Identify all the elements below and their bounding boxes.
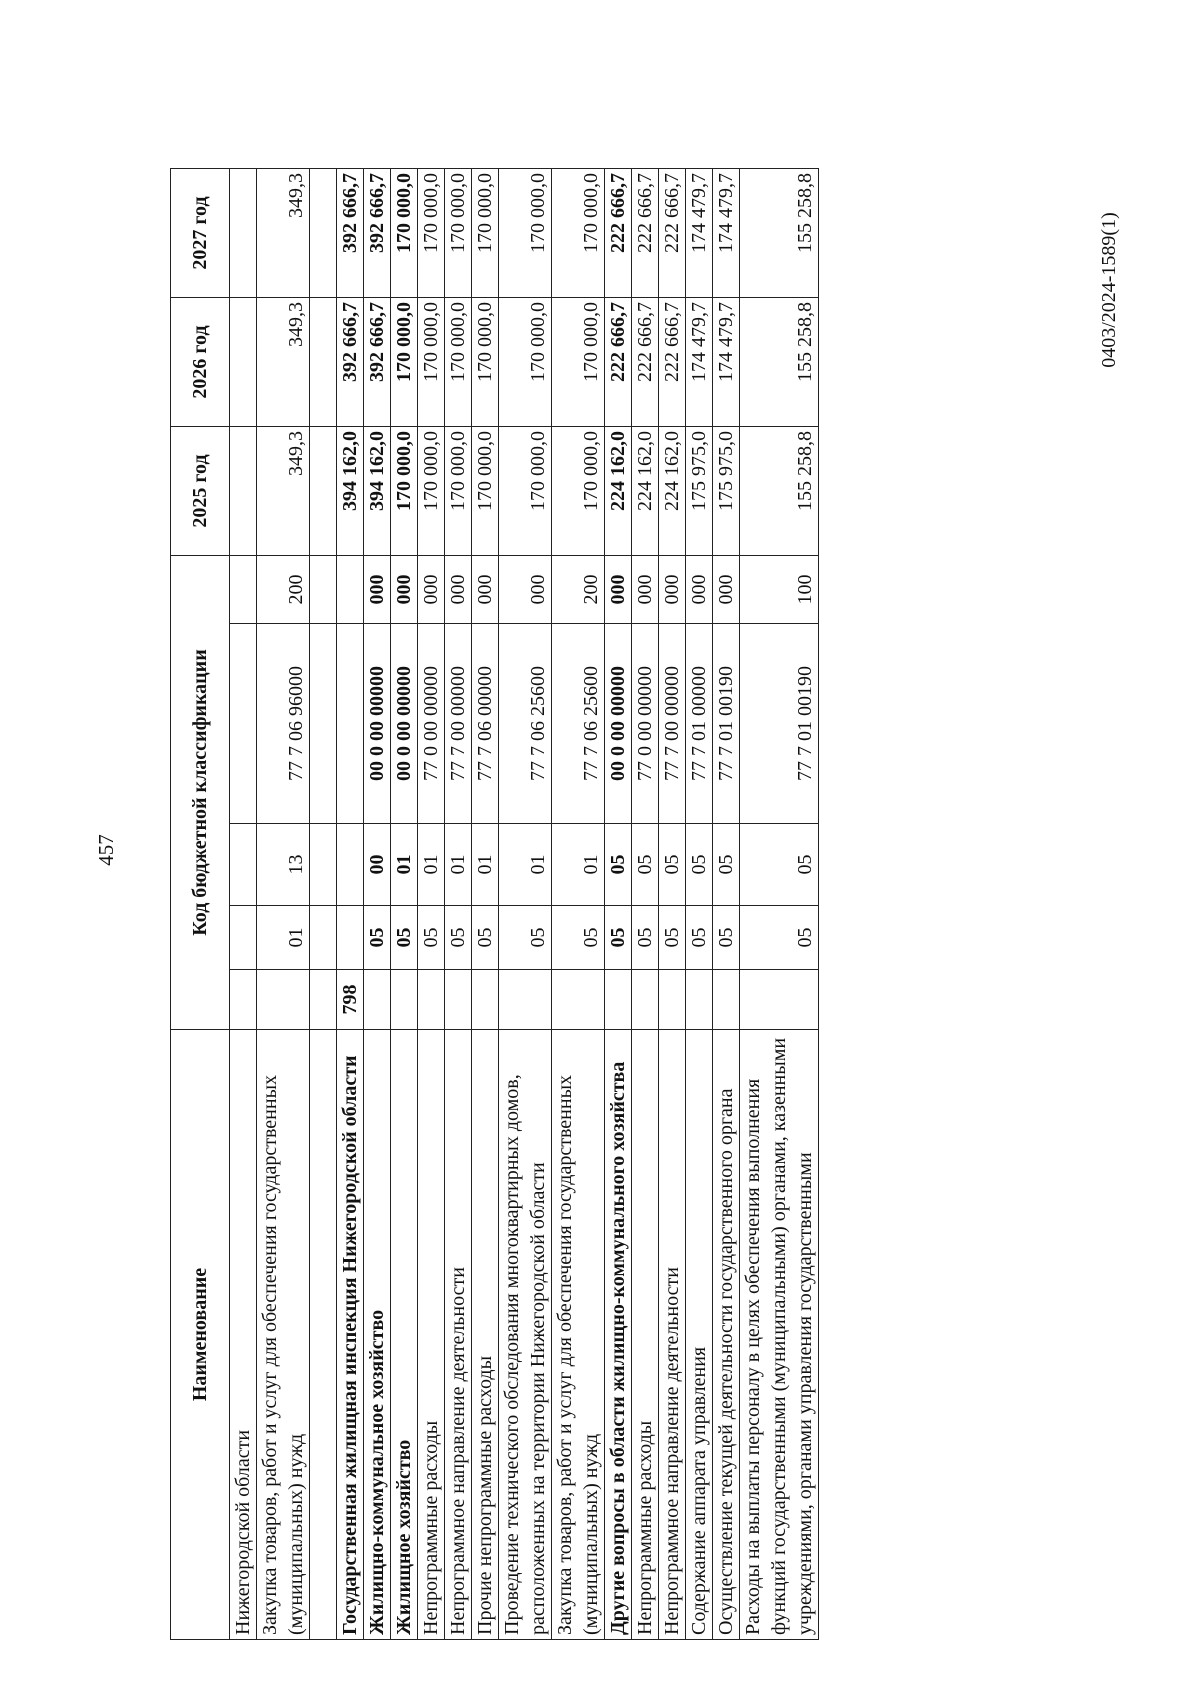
cell-2026: 170 000,0 <box>418 298 445 427</box>
cell-2027 <box>310 169 337 298</box>
cell-code-target-article <box>230 624 257 824</box>
cell-2027: 170 000,0 <box>472 169 499 298</box>
cell-code-expense-type <box>337 556 364 624</box>
cell-2026: 155 258,8 <box>740 298 819 427</box>
cell-code-subsection: 05 <box>740 824 819 906</box>
cell-name: Жилищное хозяйство <box>391 1030 418 1640</box>
cell-code-target-article: 00 0 00 00000 <box>391 624 418 824</box>
cell-2026: 349,3 <box>257 298 310 427</box>
cell-code-target-article: 00 0 00 00000 <box>364 624 391 824</box>
cell-code-ministry <box>391 970 418 1030</box>
cell-code-ministry <box>659 970 686 1030</box>
cell-2026: 170 000,0 <box>552 298 605 427</box>
cell-code-section: 05 <box>418 906 445 970</box>
cell-name: Другие вопросы в области жилищно-коммунального хозяйства <box>605 1030 632 1640</box>
cell-code-ministry <box>472 970 499 1030</box>
cell-2026: 222 666,7 <box>659 298 686 427</box>
cell-name: Закупка товаров, работ и услуг для обеспечения государственных (муниципальных) нужд <box>552 1030 605 1640</box>
cell-code-subsection: 01 <box>552 824 605 906</box>
cell-code-section <box>230 906 257 970</box>
cell-2026: 392 666,7 <box>337 298 364 427</box>
cell-2027: 155 258,8 <box>740 169 819 298</box>
cell-code-target-article: 77 7 01 00190 <box>740 624 819 824</box>
cell-code-section: 01 <box>257 906 310 970</box>
cell-2025: 170 000,0 <box>418 427 445 556</box>
budget-table <box>170 168 819 1640</box>
table-header-row <box>171 169 230 1640</box>
cell-2025: 224 162,0 <box>659 427 686 556</box>
table-row <box>659 169 686 1640</box>
cell-code-subsection <box>230 824 257 906</box>
cell-2027 <box>230 169 257 298</box>
document-code: 0403/2024-1589(1) <box>1098 212 1120 368</box>
budget-table-container <box>170 170 910 1640</box>
cell-name: Непрограммные расходы <box>418 1030 445 1640</box>
cell-code-subsection: 05 <box>686 824 713 906</box>
table-row <box>686 169 713 1640</box>
cell-code-subsection: 05 <box>713 824 740 906</box>
cell-2026: 222 666,7 <box>605 298 632 427</box>
cell-code-subsection: 01 <box>418 824 445 906</box>
cell-code-subsection <box>310 824 337 906</box>
cell-name: Непрограммное направление деятельности <box>445 1030 472 1640</box>
cell-code-subsection: 05 <box>659 824 686 906</box>
cell-code-ministry <box>257 970 310 1030</box>
cell-2027: 174 479,7 <box>713 169 740 298</box>
cell-2025: 155 258,8 <box>740 427 819 556</box>
cell-name: Непрограммное направление деятельности <box>659 1030 686 1640</box>
cell-code-section <box>310 906 337 970</box>
cell-2026: 170 000,0 <box>445 298 472 427</box>
cell-code-subsection: 13 <box>257 824 310 906</box>
table-row <box>257 169 310 1640</box>
cell-name: Прочие непрограммные расходы <box>472 1030 499 1640</box>
table-row <box>472 169 499 1640</box>
cell-code-target-article: 00 0 00 00000 <box>605 624 632 824</box>
cell-2027: 170 000,0 <box>552 169 605 298</box>
cell-2026: 170 000,0 <box>391 298 418 427</box>
header-name: Наименование <box>171 1030 230 1640</box>
cell-code-target-article: 77 7 01 00190 <box>713 624 740 824</box>
cell-code-section: 05 <box>472 906 499 970</box>
cell-code-target-article: 77 7 01 00000 <box>686 624 713 824</box>
table-body <box>230 169 819 1640</box>
cell-code-expense-type: 100 <box>740 556 819 624</box>
cell-name: Нижегородской области <box>230 1030 257 1640</box>
cell-2025: 170 000,0 <box>472 427 499 556</box>
cell-code-subsection: 00 <box>364 824 391 906</box>
cell-code-ministry <box>552 970 605 1030</box>
table-row <box>740 169 819 1640</box>
cell-2025: 224 162,0 <box>605 427 632 556</box>
cell-2025 <box>230 427 257 556</box>
cell-code-ministry <box>499 970 552 1030</box>
cell-code-ministry <box>445 970 472 1030</box>
cell-2027: 170 000,0 <box>391 169 418 298</box>
cell-code-expense-type: 000 <box>686 556 713 624</box>
cell-code-expense-type: 000 <box>659 556 686 624</box>
header-classification: Код бюджетной классификации <box>171 556 230 1030</box>
cell-code-expense-type: 200 <box>552 556 605 624</box>
cell-2025 <box>310 427 337 556</box>
cell-2025: 170 000,0 <box>552 427 605 556</box>
cell-name: Осуществление текущей деятельности государственного органа <box>713 1030 740 1640</box>
cell-code-section: 05 <box>391 906 418 970</box>
cell-name: Жилищно-коммунальное хозяйство <box>364 1030 391 1640</box>
cell-code-subsection: 01 <box>445 824 472 906</box>
cell-2025: 349,3 <box>257 427 310 556</box>
cell-code-subsection: 01 <box>472 824 499 906</box>
cell-2027: 349,3 <box>257 169 310 298</box>
cell-2027: 392 666,7 <box>337 169 364 298</box>
cell-code-expense-type: 000 <box>499 556 552 624</box>
cell-2025: 170 000,0 <box>391 427 418 556</box>
cell-code-expense-type: 000 <box>605 556 632 624</box>
header-2025: 2025 год <box>171 427 230 556</box>
cell-code-target-article: 77 7 06 25600 <box>499 624 552 824</box>
cell-code-expense-type: 000 <box>391 556 418 624</box>
cell-name: Непрограммные расходы <box>632 1030 659 1640</box>
cell-2027: 174 479,7 <box>686 169 713 298</box>
cell-2026 <box>230 298 257 427</box>
cell-code-subsection: 05 <box>605 824 632 906</box>
cell-code-target-article: 77 7 00 00000 <box>445 624 472 824</box>
cell-code-expense-type: 000 <box>713 556 740 624</box>
cell-2027: 392 666,7 <box>364 169 391 298</box>
cell-code-ministry <box>310 970 337 1030</box>
cell-code-section: 05 <box>686 906 713 970</box>
cell-2027: 222 666,7 <box>605 169 632 298</box>
cell-code-section: 05 <box>552 906 605 970</box>
cell-code-section: 05 <box>605 906 632 970</box>
header-2027: 2027 год <box>171 169 230 298</box>
cell-code-ministry <box>364 970 391 1030</box>
cell-code-target-article <box>337 624 364 824</box>
page-number: 457 <box>94 834 118 866</box>
cell-code-expense-type <box>310 556 337 624</box>
cell-code-target-article: 77 7 06 00000 <box>472 624 499 824</box>
cell-code-section: 05 <box>364 906 391 970</box>
cell-name: Государственная жилищная инспекция Нижегородской области <box>337 1030 364 1640</box>
cell-code-target-article <box>310 624 337 824</box>
cell-code-expense-type: 000 <box>472 556 499 624</box>
cell-code-ministry: 798 <box>337 970 364 1030</box>
table-row <box>418 169 445 1640</box>
table-row <box>605 169 632 1640</box>
cell-2027: 170 000,0 <box>418 169 445 298</box>
cell-code-expense-type: 000 <box>445 556 472 624</box>
table-row <box>391 169 418 1640</box>
cell-code-section: 05 <box>445 906 472 970</box>
cell-name: Проведение технического обследования многоквартирных домов, расположенных на территории Нижегородской области <box>499 1030 552 1640</box>
table-row <box>713 169 740 1640</box>
cell-code-section: 05 <box>740 906 819 970</box>
cell-code-subsection: 01 <box>499 824 552 906</box>
cell-code-expense-type: 000 <box>364 556 391 624</box>
cell-code-ministry <box>740 970 819 1030</box>
cell-code-section: 05 <box>659 906 686 970</box>
cell-2025: 394 162,0 <box>337 427 364 556</box>
cell-2027: 170 000,0 <box>445 169 472 298</box>
cell-code-target-article: 77 7 00 00000 <box>659 624 686 824</box>
cell-2026: 222 666,7 <box>632 298 659 427</box>
cell-2025: 224 162,0 <box>632 427 659 556</box>
cell-name: Закупка товаров, работ и услуг для обеспечения государственных (муниципальных) нужд <box>257 1030 310 1640</box>
cell-2027: 170 000,0 <box>499 169 552 298</box>
cell-code-subsection: 05 <box>632 824 659 906</box>
cell-name: Расходы на выплаты персоналу в целях обеспечения выполнения функций государственными (муниципальными) органами, казенными учреждениями, органами управления государственными <box>740 1030 819 1640</box>
table-row <box>310 169 337 1640</box>
cell-2025: 394 162,0 <box>364 427 391 556</box>
cell-code-subsection <box>337 824 364 906</box>
cell-code-ministry <box>418 970 445 1030</box>
table-row <box>632 169 659 1640</box>
cell-code-target-article: 77 7 06 96000 <box>257 624 310 824</box>
cell-code-section <box>337 906 364 970</box>
cell-code-ministry <box>632 970 659 1030</box>
cell-2025: 170 000,0 <box>445 427 472 556</box>
cell-2025: 170 000,0 <box>499 427 552 556</box>
cell-2025: 175 975,0 <box>686 427 713 556</box>
cell-2026: 174 479,7 <box>686 298 713 427</box>
cell-code-section: 05 <box>632 906 659 970</box>
cell-code-ministry <box>605 970 632 1030</box>
cell-2026: 174 479,7 <box>713 298 740 427</box>
cell-code-ministry <box>230 970 257 1030</box>
table-row <box>230 169 257 1640</box>
table-row <box>364 169 391 1640</box>
cell-code-target-article: 77 7 06 25600 <box>552 624 605 824</box>
table-row <box>337 169 364 1640</box>
cell-code-ministry <box>713 970 740 1030</box>
table-row <box>445 169 472 1640</box>
cell-code-subsection: 01 <box>391 824 418 906</box>
table-row <box>499 169 552 1640</box>
cell-2026: 170 000,0 <box>499 298 552 427</box>
cell-name: Содержание аппарата управления <box>686 1030 713 1640</box>
cell-code-expense-type: 000 <box>418 556 445 624</box>
cell-2025: 175 975,0 <box>713 427 740 556</box>
cell-2027: 222 666,7 <box>632 169 659 298</box>
cell-code-section: 05 <box>713 906 740 970</box>
table-row <box>552 169 605 1640</box>
cell-2027: 222 666,7 <box>659 169 686 298</box>
cell-2026 <box>310 298 337 427</box>
cell-name <box>310 1030 337 1640</box>
cell-2026: 170 000,0 <box>472 298 499 427</box>
header-2026: 2026 год <box>171 298 230 427</box>
cell-code-ministry <box>686 970 713 1030</box>
cell-code-expense-type <box>230 556 257 624</box>
cell-code-section: 05 <box>499 906 552 970</box>
cell-code-expense-type: 000 <box>632 556 659 624</box>
cell-code-target-article: 77 0 00 00000 <box>632 624 659 824</box>
cell-code-expense-type: 200 <box>257 556 310 624</box>
cell-code-target-article: 77 0 00 00000 <box>418 624 445 824</box>
cell-2026: 392 666,7 <box>364 298 391 427</box>
